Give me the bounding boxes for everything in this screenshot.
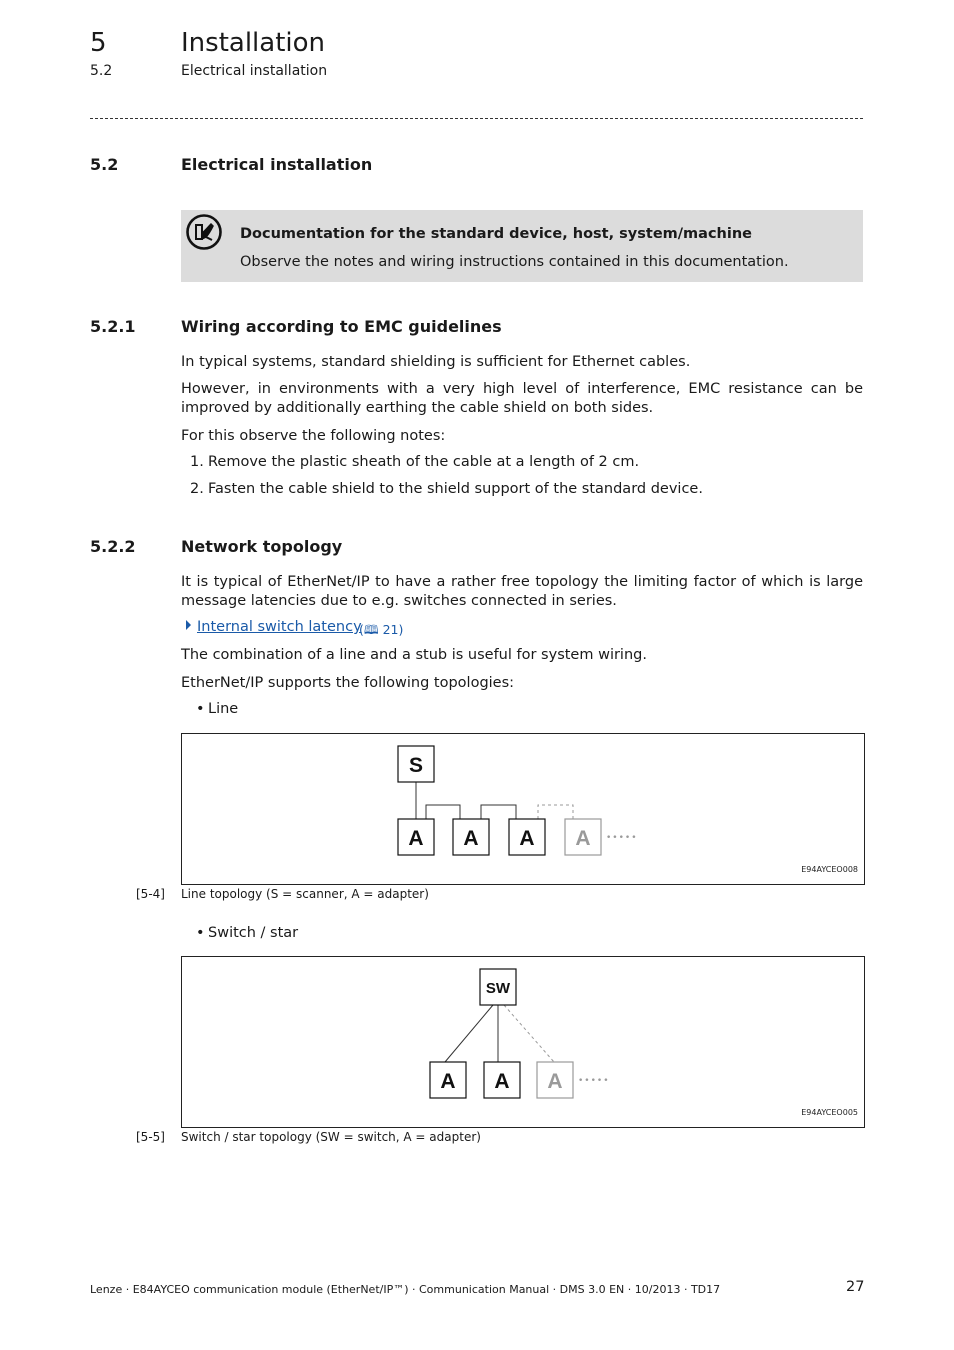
section-5-2-2-title: Network topology bbox=[181, 537, 343, 556]
internal-switch-latency-link[interactable]: Internal switch latency bbox=[197, 619, 362, 635]
page-reference[interactable]: (🕮 21) bbox=[359, 622, 404, 637]
bullet-marker: • bbox=[196, 701, 205, 717]
note-title: Documentation for the standard device, host, system/machine bbox=[240, 226, 752, 242]
note-text: Observe the notes and wiring instructions contained in this documentation. bbox=[240, 254, 789, 270]
hand-pointing-document-icon bbox=[185, 213, 223, 251]
list-item-number: 2. bbox=[190, 481, 204, 497]
figure-code: E94AYCEO008 bbox=[801, 865, 858, 874]
link-arrow-icon bbox=[186, 620, 191, 630]
list-item: Fasten the cable shield to the shield support of the standard device. bbox=[208, 481, 703, 497]
continuation-dots: ••••• bbox=[606, 833, 638, 843]
paragraph: It is typical of EtherNet/IP to have a rather free topology the limiting factor of which is large message latencies due to e.g. switches connected in series. bbox=[181, 574, 863, 609]
chapter-title: Installation bbox=[181, 28, 326, 58]
list-item: Switch / star bbox=[208, 925, 299, 941]
section-5-2-title: Electrical installation bbox=[181, 155, 373, 174]
page-number: 27 bbox=[846, 1279, 865, 1295]
scanner-label: S bbox=[408, 754, 424, 777]
adapter-link bbox=[426, 805, 460, 819]
paragraph: However, in environments with a very high level of interference, EMC resistance can be improved by additionally earthing the cable shield on both sides. bbox=[181, 381, 863, 416]
header-section-title: Electrical installation bbox=[181, 63, 328, 79]
paragraph: The combination of a line and a stub is useful for system wiring. bbox=[181, 647, 647, 663]
continuation-dots: ••••• bbox=[578, 1076, 610, 1086]
paragraph: EtherNet/IP supports the following topologies: bbox=[181, 675, 515, 691]
adapter-label-faded: A bbox=[547, 1070, 563, 1093]
adapter-label: A bbox=[519, 827, 535, 850]
paragraph: In typical systems, standard shielding is sufficient for Ethernet cables. bbox=[181, 354, 691, 370]
figure-number: [5-5] bbox=[136, 1130, 165, 1144]
bullet-marker: • bbox=[196, 925, 205, 941]
adapter-label: A bbox=[463, 827, 479, 850]
star-topology-diagram bbox=[182, 957, 864, 1127]
header-section-number: 5.2 bbox=[90, 63, 113, 79]
section-5-2-2-number: 5.2.2 bbox=[90, 537, 136, 556]
section-5-2-1-title: Wiring according to EMC guidelines bbox=[181, 317, 502, 336]
switch-link-dashed bbox=[504, 1005, 554, 1062]
figure-number: [5-4] bbox=[136, 887, 165, 901]
list-item: Line bbox=[208, 701, 239, 717]
chapter-number: 5 bbox=[90, 28, 107, 58]
adapter-label: A bbox=[494, 1070, 510, 1093]
note-box bbox=[181, 210, 863, 282]
figure-code: E94AYCEO005 bbox=[801, 1108, 858, 1117]
switch-label: SW bbox=[485, 980, 511, 997]
line-topology-figure bbox=[181, 733, 865, 885]
star-topology-figure bbox=[181, 956, 865, 1128]
adapter-link-dashed bbox=[538, 805, 573, 819]
header-divider bbox=[90, 118, 863, 119]
section-5-2-number: 5.2 bbox=[90, 155, 119, 174]
adapter-label-faded: A bbox=[575, 827, 591, 850]
section-5-2-1-number: 5.2.1 bbox=[90, 317, 136, 336]
page-footer: Lenze · E84AYCEO communication module (EtherNet/IP™) · Communication Manual · DMS 3.0 EN · 10/2013 · TD17 bbox=[90, 1283, 721, 1296]
figure-caption: Line topology (S = scanner, A = adapter) bbox=[181, 887, 429, 901]
switch-link bbox=[445, 1005, 493, 1062]
figure-caption: Switch / star topology (SW = switch, A = adapter) bbox=[181, 1130, 481, 1144]
list-item-number: 1. bbox=[190, 454, 204, 470]
adapter-link bbox=[481, 805, 516, 819]
paragraph: For this observe the following notes: bbox=[181, 428, 446, 444]
list-item: Remove the plastic sheath of the cable at a length of 2 cm. bbox=[208, 454, 640, 470]
line-topology-diagram bbox=[182, 734, 864, 884]
adapter-label: A bbox=[408, 827, 424, 850]
adapter-label: A bbox=[440, 1070, 456, 1093]
